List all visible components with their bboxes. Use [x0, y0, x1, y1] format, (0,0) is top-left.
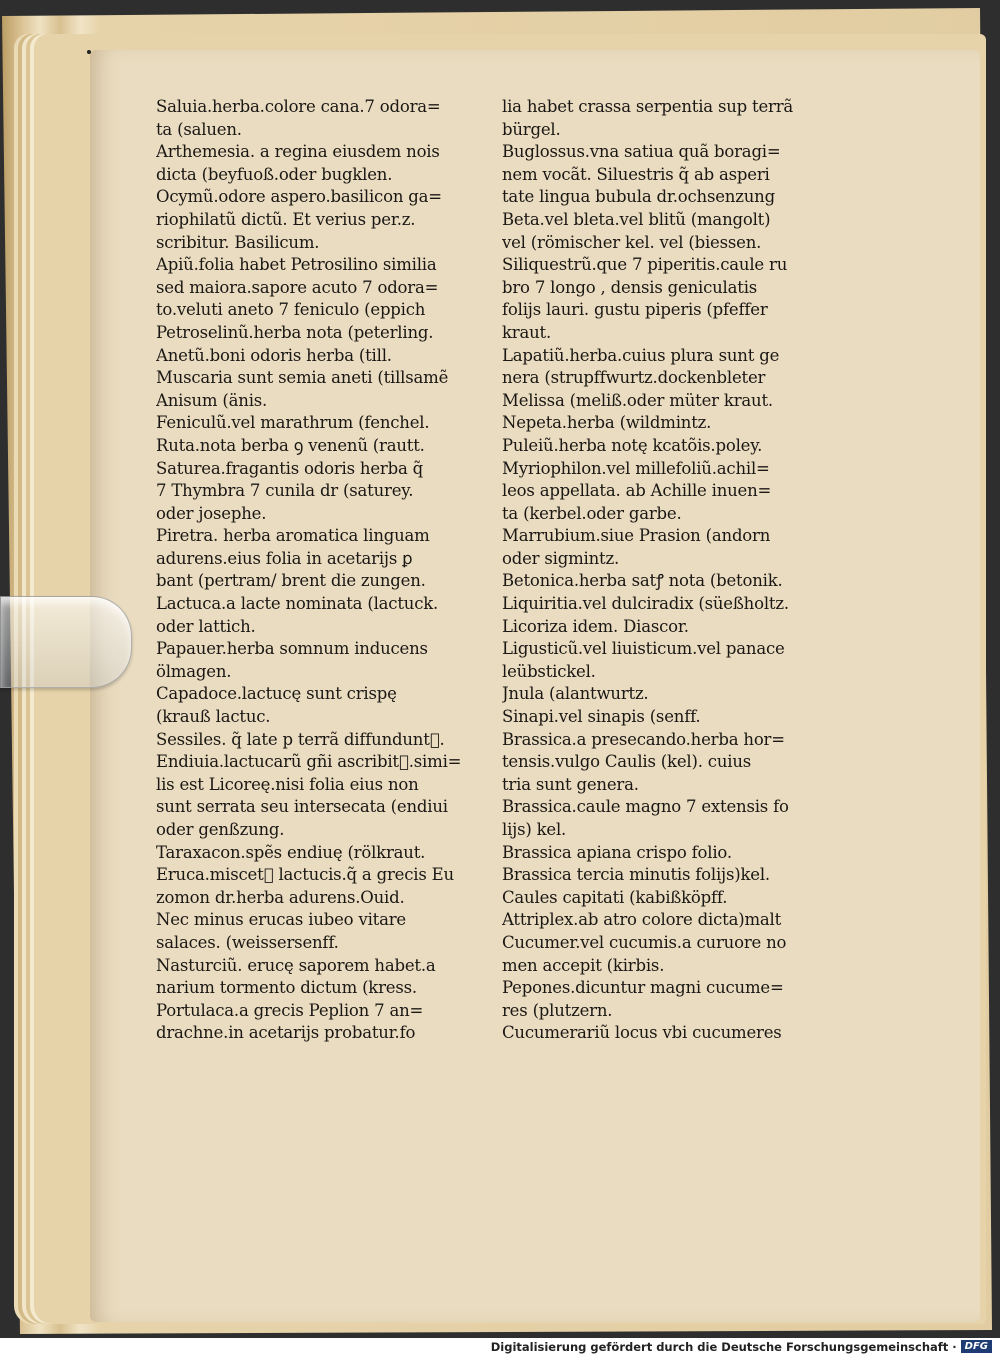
text-line: narium tormento dictum (kress. — [156, 978, 417, 998]
text-line: lis est Licoreę.nisi folia eius non — [156, 774, 419, 794]
text-line: Arthemesia. a regina eiusdem nois — [156, 142, 440, 162]
text-line: Licoriza idem. Diascor. — [502, 616, 689, 636]
text-line: Ocymũ.odore aspero.basilicon ga= — [156, 187, 442, 207]
text-line: oder josephe. — [156, 503, 267, 523]
text-line: nera (strupffwurtz.dockenbleter — [502, 368, 766, 388]
page-clip — [0, 596, 132, 688]
text-line: riophilatũ dictũ. Et verius per.z. — [156, 209, 416, 229]
dfg-logo: DFG — [961, 1340, 992, 1353]
text-line: men accepit (kirbis. — [502, 955, 665, 975]
text-line: Nasturciũ. erucę saporem habet.a — [156, 955, 436, 975]
text-line: ta (kerbel.oder garbe. — [502, 503, 682, 523]
text-line: leübstickel. — [502, 661, 596, 681]
text-line: Sessiles. q̃ late p terrã diffunduntᷣ. — [156, 729, 445, 749]
text-line: lia habet crassa serpentia sup terrã — [502, 97, 794, 116]
text-line: res (plutzern. — [502, 1000, 613, 1020]
text-line: Siliquestrũ.que 7 piperitis.caule ru — [502, 255, 788, 275]
text-line: Jnula (alantwurtz. — [502, 684, 649, 704]
text-line: sed maiora.sapore acuto 7 odora= — [156, 277, 439, 297]
text-line: Brassica.caule magno 7 extensis fo — [502, 797, 789, 817]
text-line: Ligusticũ.vel liuisticum.vel panace — [502, 639, 785, 659]
text-line: Piretra. herba aromatica linguam — [156, 526, 430, 546]
text-line: Buglossus.vna satiua quã boragi= — [502, 142, 781, 162]
text-line: Petroselinũ.herba nota (peterling. — [156, 322, 434, 342]
text-line: Feniculũ.vel marathrum (fenchel. — [156, 413, 430, 433]
text-line: Capadoce.lactucę sunt crispę — [156, 684, 397, 704]
footer-credit — [491, 1338, 992, 1355]
text-line: Saturea.fragantis odoris herba q̃ — [156, 458, 424, 478]
text-line: bürgel. — [502, 119, 561, 139]
text-line: tensis.vulgo Caulis (kel). cuius — [502, 752, 752, 772]
text-line: sunt serrata seu intersecata (endiui — [156, 797, 448, 817]
text-line: (krauß lactuc. — [156, 707, 271, 727]
text-line: Beta.vel bleta.vel blitũ (mangolt) — [502, 209, 771, 229]
text-line: lijs) kel. — [502, 820, 567, 839]
text-line: Saluia.herba.colore cana.7 odora= — [156, 97, 441, 116]
text-line: adurens.eius folia in acetarijs ꝑ — [156, 548, 413, 568]
text-line: nem vocãt. Siluestris q̃ ab asperi — [502, 164, 770, 184]
text-line: Lapatiũ.herba.cuius plura sunt ge — [502, 345, 780, 365]
text-line: salaces. (weissersenff. — [156, 932, 339, 952]
text-line: Apiũ.folia habet Petrosilino similia — [156, 255, 437, 275]
text-line: dicta (beyfuoß.oder bugklen. — [156, 164, 393, 184]
text-line: drachne.in acetarijs probatur.fo — [156, 1023, 416, 1043]
text-line: Anetũ.boni odoris herba (till. — [156, 345, 392, 365]
ink-dot — [87, 50, 91, 54]
text-line: zomon dr.herba adurens.Ouid. — [156, 887, 405, 907]
text-line: Eruca.miscetᷣ lactucis.q̃ a grecis Eu — [156, 865, 454, 885]
text-line: Anisum (änis. — [156, 390, 268, 410]
text-line: scribitur. Basilicum. — [156, 232, 320, 252]
text-line: Nec minus erucas iubeo vitare — [156, 910, 406, 930]
text-line: oder sigmintz. — [502, 548, 620, 568]
text-line: ölmagen. — [156, 661, 232, 681]
text-line: Caules capitati (kabißköpff. — [502, 887, 728, 907]
text-line: Cucumerariũ locus vbi cucumeres — [502, 1023, 782, 1043]
text-line: Brassica.a presecando.herba hor= — [502, 729, 785, 749]
text-line: folijs lauri. gustu piperis (pfeffer — [502, 300, 768, 320]
text-line: bant (pertram/ brent die zungen. — [156, 571, 426, 591]
text-line: vel (römischer kel. vel (biessen. — [502, 232, 762, 252]
text-line: Liquiritia.vel dulciradix (süeßholtz. — [502, 594, 789, 614]
text-line: 7 Thymbra 7 cunila dr (saturey. — [156, 481, 414, 501]
text-line: Puleiũ.herba notę kcatõis.poley. — [502, 435, 763, 455]
text-line: Endiuia.lactucarũ gñi ascribitᷣ.simi= — [156, 752, 462, 772]
text-line: kraut. — [502, 322, 552, 342]
text-line: Brassica tercia minutis folijs)kel. — [502, 865, 770, 885]
text-line: leos appellata. ab Achille inuen= — [502, 481, 772, 501]
text-line: Papauer.herba somnum inducens — [156, 639, 428, 659]
text-line: Brassica apiana crispo folio. — [502, 842, 732, 862]
text-line: tate lingua bubula dr.ochsenzung — [502, 187, 775, 207]
text-line: Portulaca.a grecis Peplion 7 an= — [156, 1000, 424, 1020]
text-line: oder lattich. — [156, 616, 256, 636]
footer-text: Digitalisierung gefördert durch die Deutsche Forschungsgemeinschaft · — [490, 1339, 957, 1354]
text-line: Muscaria sunt semia aneti (tillsamẽ — [156, 368, 449, 388]
text-line: Myriophilon.vel millefoliũ.achil= — [502, 458, 770, 478]
left-text-column — [156, 96, 496, 1045]
text-line: Pepones.dicuntur magni cucume= — [502, 978, 784, 998]
text-line: Marrubium.siue Prasion (andorn — [502, 526, 771, 546]
text-line: tria sunt genera. — [502, 774, 639, 794]
text-line: Lactuca.a lacte nominata (lactuck. — [156, 594, 439, 614]
text-line: Cucumer.vel cucumis.a curuore no — [502, 932, 787, 952]
text-line: Nepeta.herba (wildmintz. — [502, 413, 712, 433]
text-line: Taraxacon.spẽs endiuę (rölkraut. — [156, 842, 426, 862]
text-line: Melissa (meliß.oder müter kraut. — [502, 390, 773, 410]
text-line: to.veluti aneto 7 feniculo (eppich — [156, 300, 426, 320]
text-line: Ruta.nota berba ꝯ venenũ (rautt. — [156, 435, 425, 455]
text-line: bro 7 longo , densis geniculatis — [502, 277, 758, 297]
right-text-column — [502, 96, 832, 1045]
text-line: Betonica.herba satꝭ nota (betonik. — [502, 571, 783, 591]
text-line: Sinapi.vel sinapis (senff. — [502, 707, 701, 727]
text-line: Attriplex.ab atro colore dicta)malt — [502, 910, 782, 930]
text-line: ta (saluen. — [156, 119, 242, 139]
text-line: oder genßzung. — [156, 820, 285, 839]
